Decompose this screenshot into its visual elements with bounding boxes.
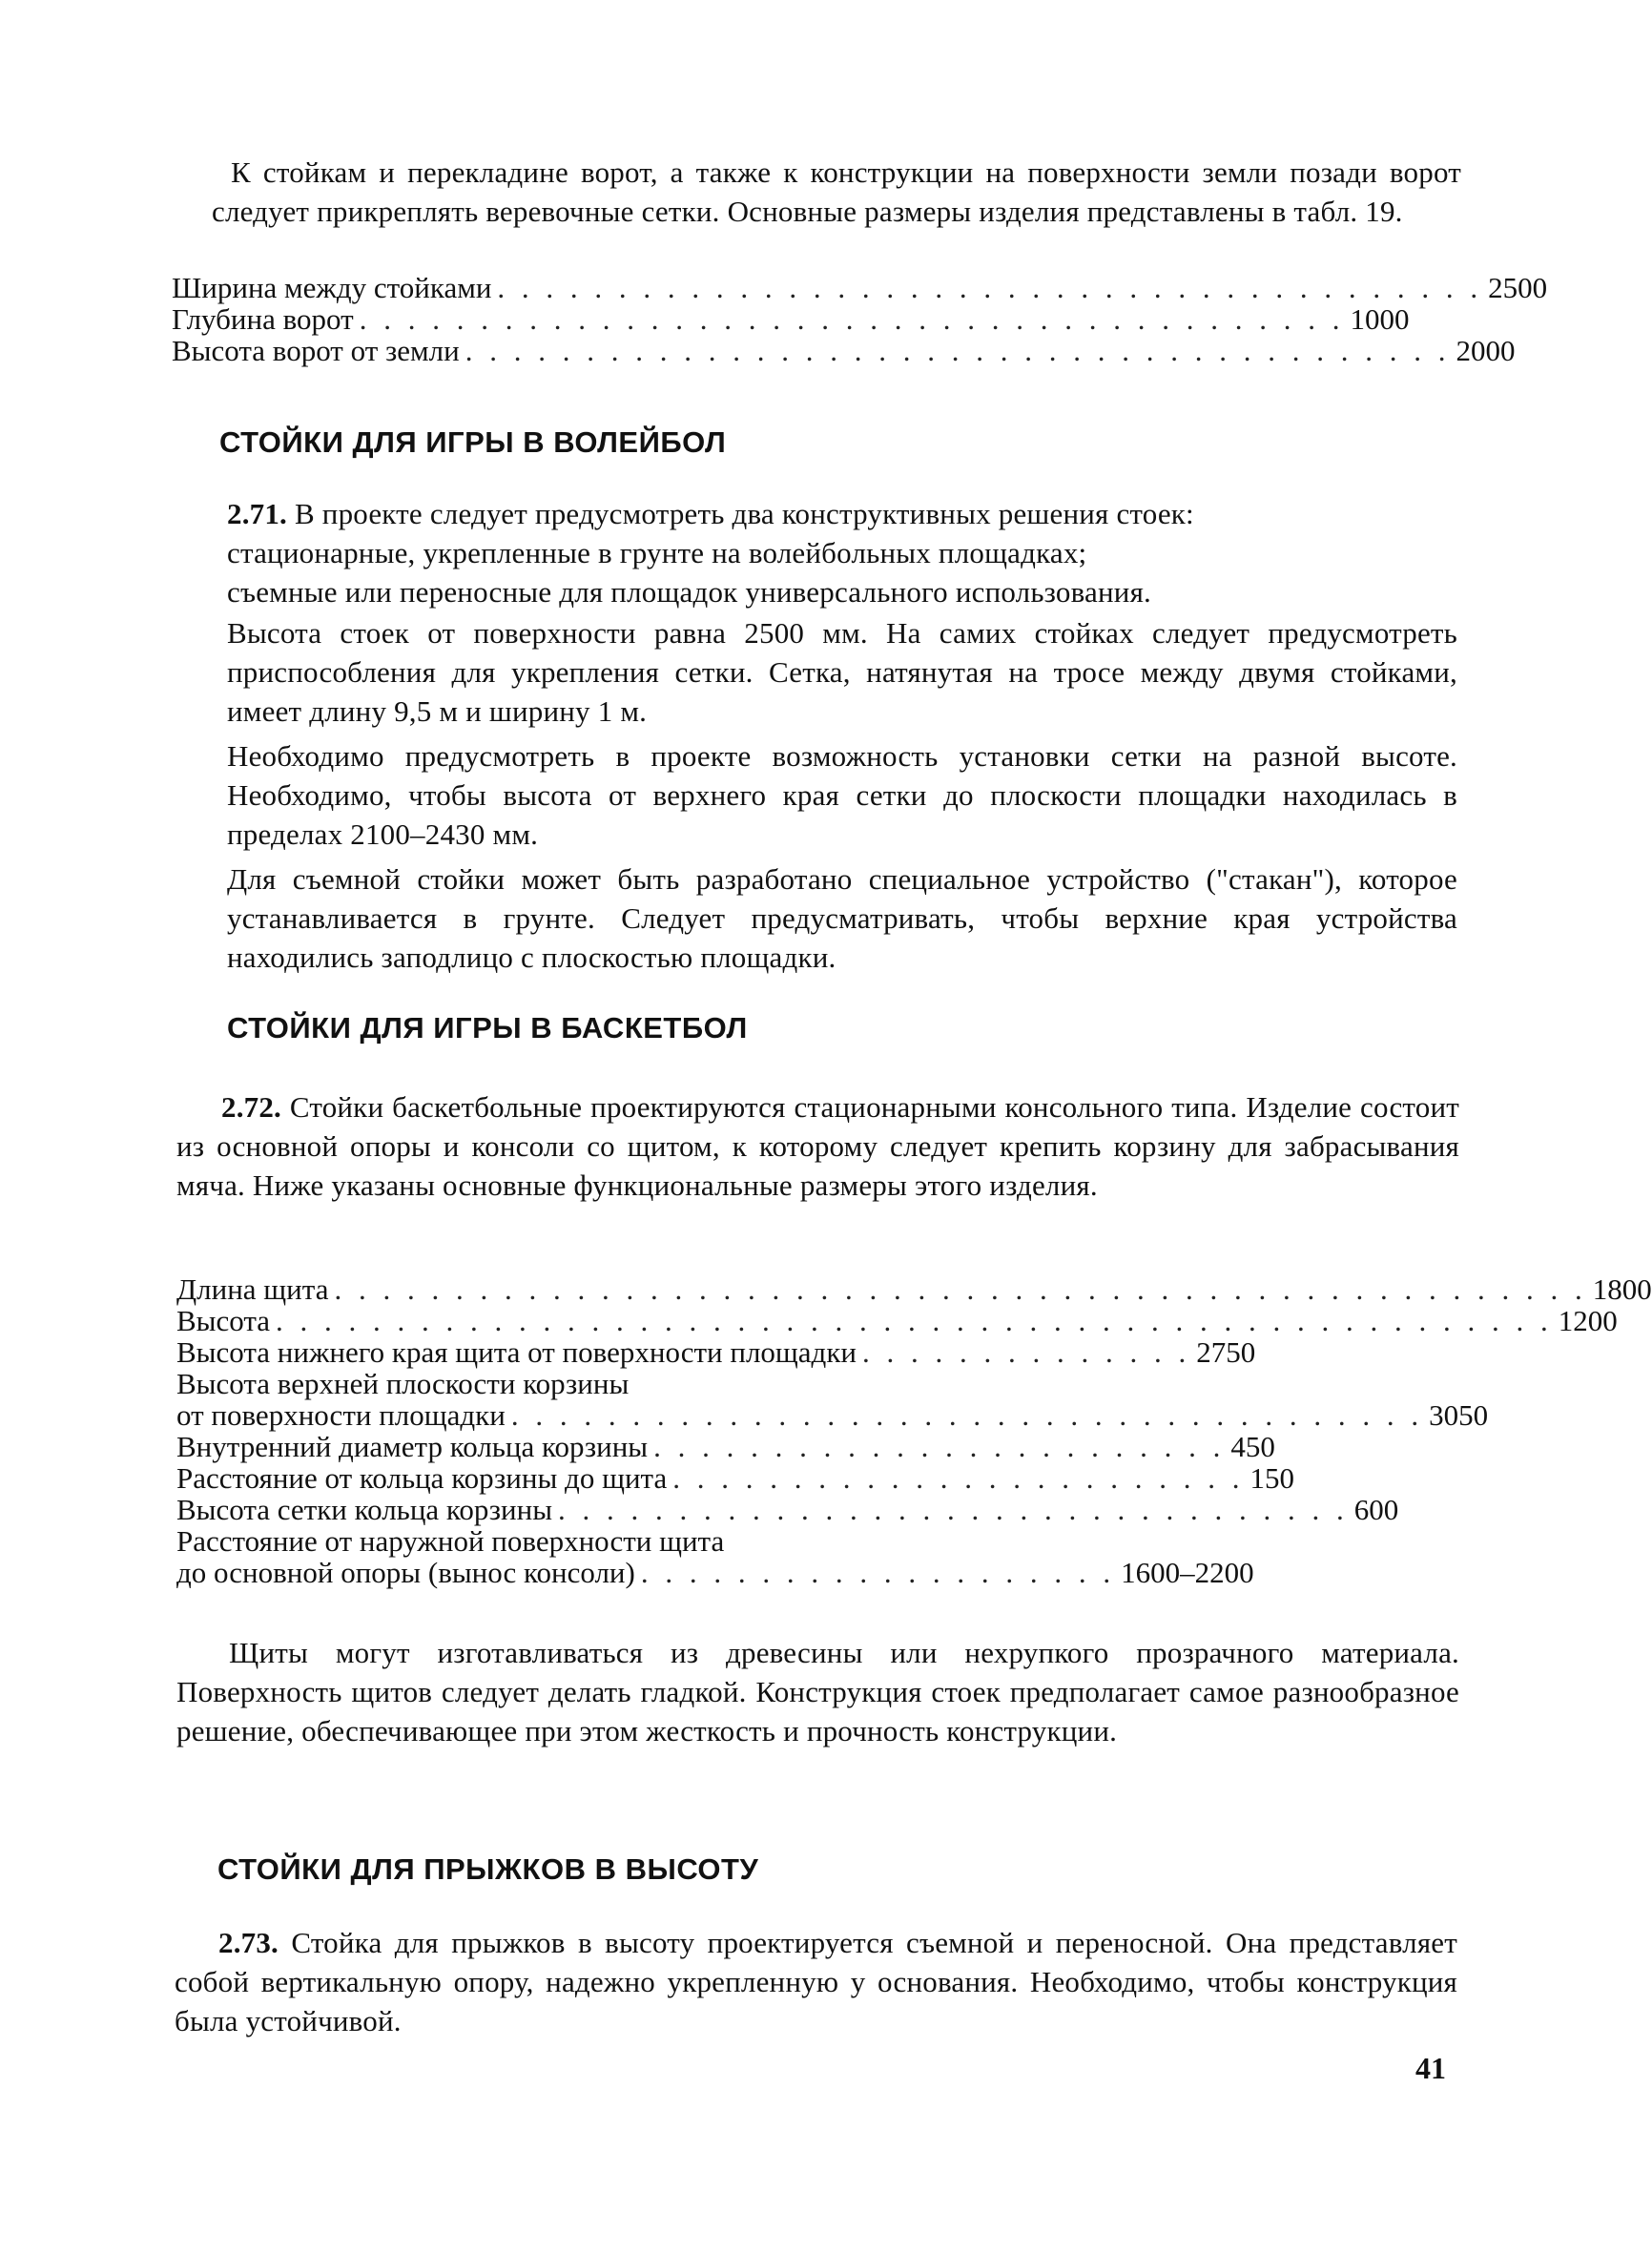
spec-label: от поверхности площадки	[176, 1398, 506, 1432]
spec-label: Расстояние от кольца корзины до щита	[176, 1461, 668, 1495]
spec-value: 2500	[1488, 271, 1548, 304]
spec-row	[172, 271, 1548, 304]
leader-dots: . . . . . . . . . . . . . . . . . . . . . . . . . . . . . . . . . . . . . .	[510, 1398, 1424, 1432]
spec-value: 1600–2200	[1121, 1556, 1254, 1589]
spec-row	[176, 1368, 1218, 1399]
section-heading-volleyball: СТОЙКИ ДЛЯ ИГРЫ В ВОЛЕЙБОЛ	[219, 425, 727, 459]
section-heading-basketball: СТОЙКИ ДЛЯ ИГРЫ В БАСКЕТБОЛ	[227, 1011, 748, 1044]
spec-label: Высота верхней плоскости корзины	[176, 1367, 630, 1400]
clause-number: 2.72.	[221, 1090, 281, 1124]
basketball-section	[176, 1087, 1459, 1205]
leader-dots: . . . . . . . . . . . . . . . . . . . . . . . .	[672, 1461, 1245, 1495]
clause-text: Стойка для прыжков в высоту проектируется съемной и переносной. Она представляет собой вертикальную опору, надежно укрепленную у основания. Необходимо, чтобы конструкция была устойчивой.	[175, 1926, 1457, 2037]
paragraph: Щиты могут изготавливаться из древесины или нехрупкого прозрачного материала. Поверхность щитов следует делать гладкой. Конструкция стоек предполагает самое разнообразное решение, обеспечивающее при этом жесткость и прочность конструкции.	[176, 1636, 1459, 1747]
spec-label: Высота сетки кольца корзины	[176, 1493, 553, 1526]
spec-label: Расстояние от наружной поверхности щита	[176, 1524, 725, 1558]
intro-section	[212, 153, 1461, 231]
spec-label: Глубина ворот	[172, 302, 354, 336]
leader-dots: . . . . . . . . . . . . . . . . . . . . . . . .	[653, 1430, 1226, 1463]
spec-row	[172, 334, 1516, 367]
spec-row	[176, 1493, 1399, 1526]
spec-row	[172, 302, 1410, 336]
clause-number: 2.73.	[218, 1926, 279, 1959]
spec-row	[176, 1525, 1218, 1557]
basketball-spec-list	[176, 1272, 1652, 1589]
spec-row	[176, 1304, 1618, 1337]
volleyball-heading-wrap	[219, 425, 726, 460]
spec-label: Длина щита	[176, 1272, 329, 1306]
leader-dots: . . . . . . . . . . . . . . . . . . . . . . . . . . . . . . . . .	[558, 1493, 1349, 1526]
spec-value: 1800	[1592, 1272, 1652, 1306]
spec-row	[176, 1398, 1489, 1432]
spec-row	[176, 1335, 1256, 1369]
spec-value: 150	[1249, 1461, 1294, 1495]
intro-paragraph: К стойкам и перекладине ворот, а также к конструкции на поверхности земли позади ворот следует прикреплять веревочные сетки. Основные размеры изделия представлены в табл. 19.	[212, 155, 1461, 228]
page-number: 41	[1415, 2051, 1446, 2085]
paragraph-line: съемные или переносные для площадок универсального использования.	[227, 575, 1152, 609]
spec-row	[176, 1272, 1652, 1306]
spec-value: 600	[1353, 1493, 1399, 1526]
clause-text: Стойки баскетбольные проектируются стационарными консольного типа. Изделие состоит из основной опоры и консоли со щитом, к которому следует крепить корзину для забрасывания мяча. Ниже указаны основные функциональные размеры этого изделия.	[176, 1090, 1459, 1202]
spec-value: 2750	[1196, 1335, 1256, 1369]
section-heading-highjump: СТОЙКИ ДЛЯ ПРЫЖКОВ В ВЫСОТУ	[217, 1852, 759, 1886]
leader-dots: . . . . . . . . . . . . . . . . . . . . . . . . . . . . . . . . . . . . . . . . .	[465, 334, 1451, 367]
spec-row	[176, 1556, 1254, 1589]
paragraph-2-72	[176, 1087, 1459, 1205]
spec-label: до основной опоры (вынос консоли)	[176, 1556, 635, 1589]
spec-label: Внутренний диаметр кольца корзины	[176, 1430, 649, 1463]
spec-value: 2000	[1456, 334, 1516, 367]
paragraph: Необходимо предусмотреть в проекте возможность установки сетки на разной высоте. Необходимо, чтобы высота от верхнего края сетки до плоскости площадки находилась в пределах 2100–2430 мм.	[227, 739, 1457, 851]
spec-label: Ширина между стойками	[172, 271, 492, 304]
spec-row	[176, 1461, 1294, 1495]
volleyball-section	[227, 494, 1457, 977]
highjump-heading-wrap	[217, 1852, 758, 1887]
paragraph-2-71	[227, 494, 1457, 533]
spec-value: 1200	[1558, 1304, 1618, 1337]
spec-value: 1000	[1350, 302, 1410, 336]
paragraph-2-73	[175, 1923, 1457, 2040]
spec-label: Высота нижнего края щита от поверхности площадки	[176, 1335, 857, 1369]
leader-dots: . . . . . . . . . . . . . . . . . . . . . . . . . . . . . . . . . . . . . . . . .	[359, 302, 1345, 336]
clause-text: В проекте следует предусмотреть два конструктивных решения стоек:	[294, 497, 1194, 530]
clause-number: 2.71.	[227, 497, 287, 530]
spec-label: Высота	[176, 1304, 271, 1337]
leader-dots: . . . . . . . . . . . . . .	[861, 1335, 1191, 1369]
goal-spec-list	[172, 271, 1548, 367]
highjump-section	[175, 1923, 1457, 2040]
spec-row	[176, 1430, 1275, 1463]
paragraph: Для съемной стойки может быть разработано специальное устройство ("стакан"), которое устанавливается в грунте. Следует предусматривать, чтобы верхние края устройства находились заподлицо с плоскостью площадки.	[227, 862, 1457, 974]
paragraph-line: стационарные, укрепленные в грунте на волейбольных площадках;	[227, 536, 1087, 569]
spec-label: Высота ворот от земли	[172, 334, 460, 367]
basketball-closing	[176, 1633, 1459, 1750]
spec-value: 3050	[1429, 1398, 1489, 1432]
paragraph: Высота стоек от поверхности равна 2500 мм. На самих стойках следует предусмотреть приспособления для укрепления сетки. Сетка, натянутая на тросе между двумя стойками, имеет длину 9,5 м и ширину 1 м.	[227, 616, 1457, 728]
leader-dots: . . . . . . . . . . . . . . . . . . . .	[640, 1556, 1116, 1589]
leader-dots: . . . . . . . . . . . . . . . . . . . . . . . . . . . . . . . . . . . . . . . . . . . . . . . . . . . .	[334, 1272, 1587, 1306]
leader-dots: . . . . . . . . . . . . . . . . . . . . . . . . . . . . . . . . . . . . . . . . .	[497, 271, 1483, 304]
spec-value: 450	[1230, 1430, 1275, 1463]
basketball-heading-wrap	[227, 1011, 748, 1045]
leader-dots: . . . . . . . . . . . . . . . . . . . . . . . . . . . . . . . . . . . . . . . . . . . . . . . . . . . . .	[276, 1304, 1553, 1337]
